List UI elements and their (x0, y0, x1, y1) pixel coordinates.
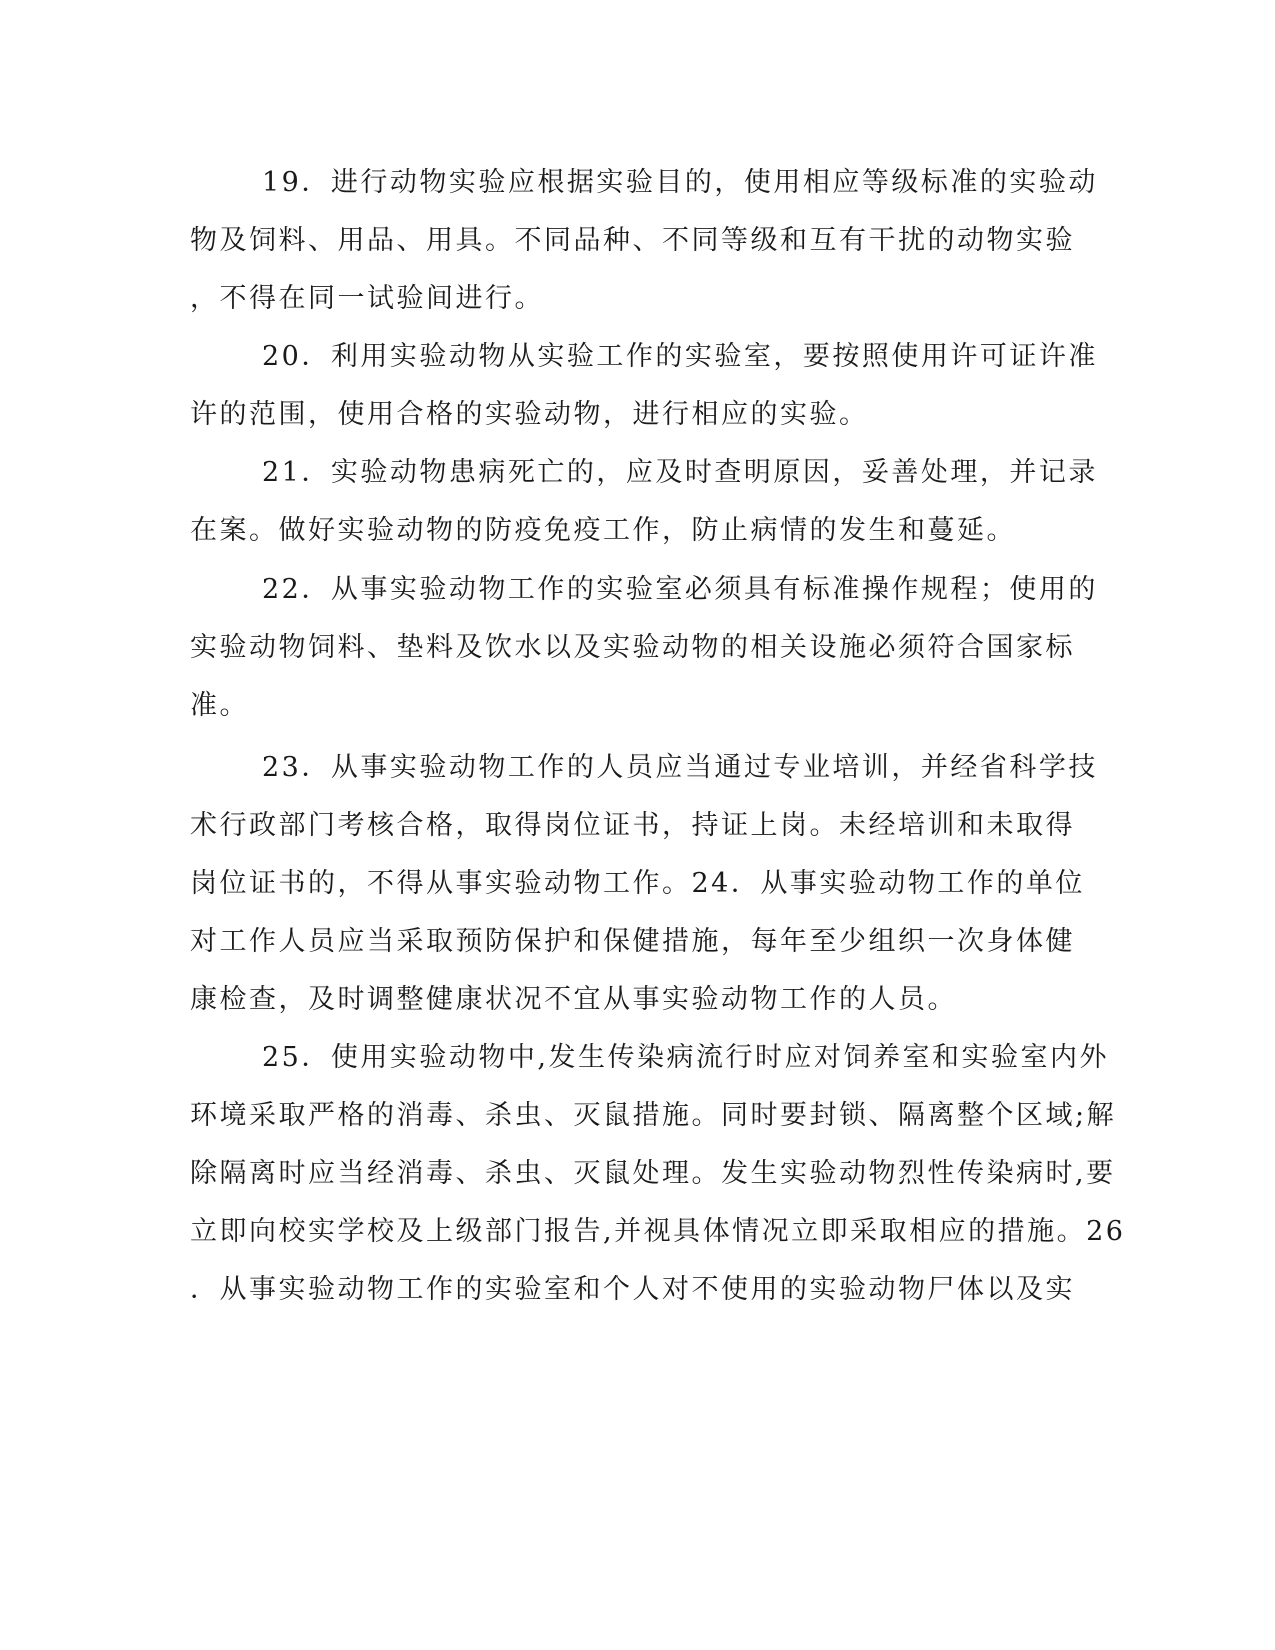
paragraph-21-line-2: 在案。做好实验动物的防疫免疫工作，防止病情的发生和蔓延。 (190, 515, 1016, 546)
paragraph-22-line-2: 实验动物饲料、垫料及饮水以及实验动物的相关设施必须符合国家标 (190, 632, 1075, 663)
paragraph-19-line-2: 物及饲料、用品、用具。不同品种、不同等级和互有干扰的动物实验 (190, 225, 1075, 256)
paragraph-25-line-5: ．从事实验动物工作的实验室和个人对不使用的实验动物尸体以及实 (190, 1274, 1075, 1305)
paragraph-21-line-1: 21．实验动物患病死亡的，应及时查明原因，妥善处理，并记录 (262, 457, 1098, 488)
paragraph-22-line-3: 准。 (190, 690, 249, 721)
paragraph-25-line-2: 环境采取严格的消毒、杀虫、灭鼠措施。同时要封锁、隔离整个区域;解 (190, 1100, 1117, 1131)
paragraph-25-line-3: 除隔离时应当经消毒、杀虫、灭鼠处理。发生实验动物烈性传染病时,要 (190, 1158, 1116, 1189)
paragraph-23-line-5: 康检查，及时调整健康状况不宜从事实验动物工作的人员。 (190, 984, 957, 1015)
paragraph-22-line-1: 22．从事实验动物工作的实验室必须具有标准操作规程；使用的 (262, 574, 1098, 605)
paragraph-19-line-3: ，不得在同一试验间进行。 (190, 283, 544, 314)
paragraph-23-line-4: 对工作人员应当采取预防保护和保健措施，每年至少组织一次身体健 (190, 926, 1075, 957)
paragraph-23-line-2: 术行政部门考核合格，取得岗位证书，持证上岗。未经培训和未取得 (190, 810, 1075, 841)
paragraph-23-line-1: 23．从事实验动物工作的人员应当通过专业培训，并经省科学技 (262, 752, 1098, 783)
paragraph-25-line-4: 立即向校实学校及上级部门报告,并视具体情况立即采取相应的措施。26 (190, 1216, 1126, 1247)
paragraph-20-line-1: 20．利用实验动物从实验工作的实验室，要按照使用许可证许准 (262, 341, 1098, 372)
paragraph-20-line-2: 许的范围，使用合格的实验动物，进行相应的实验。 (190, 399, 869, 430)
paragraph-25-line-1: 25．使用实验动物中,发生传染病流行时应对饲养室和实验室内外 (262, 1042, 1109, 1073)
paragraph-19-line-1: 19．进行动物实验应根据实验目的，使用相应等级标准的实验动 (262, 167, 1098, 198)
paragraph-23-line-3: 岗位证书的，不得从事实验动物工作。24．从事实验动物工作的单位 (190, 868, 1085, 899)
